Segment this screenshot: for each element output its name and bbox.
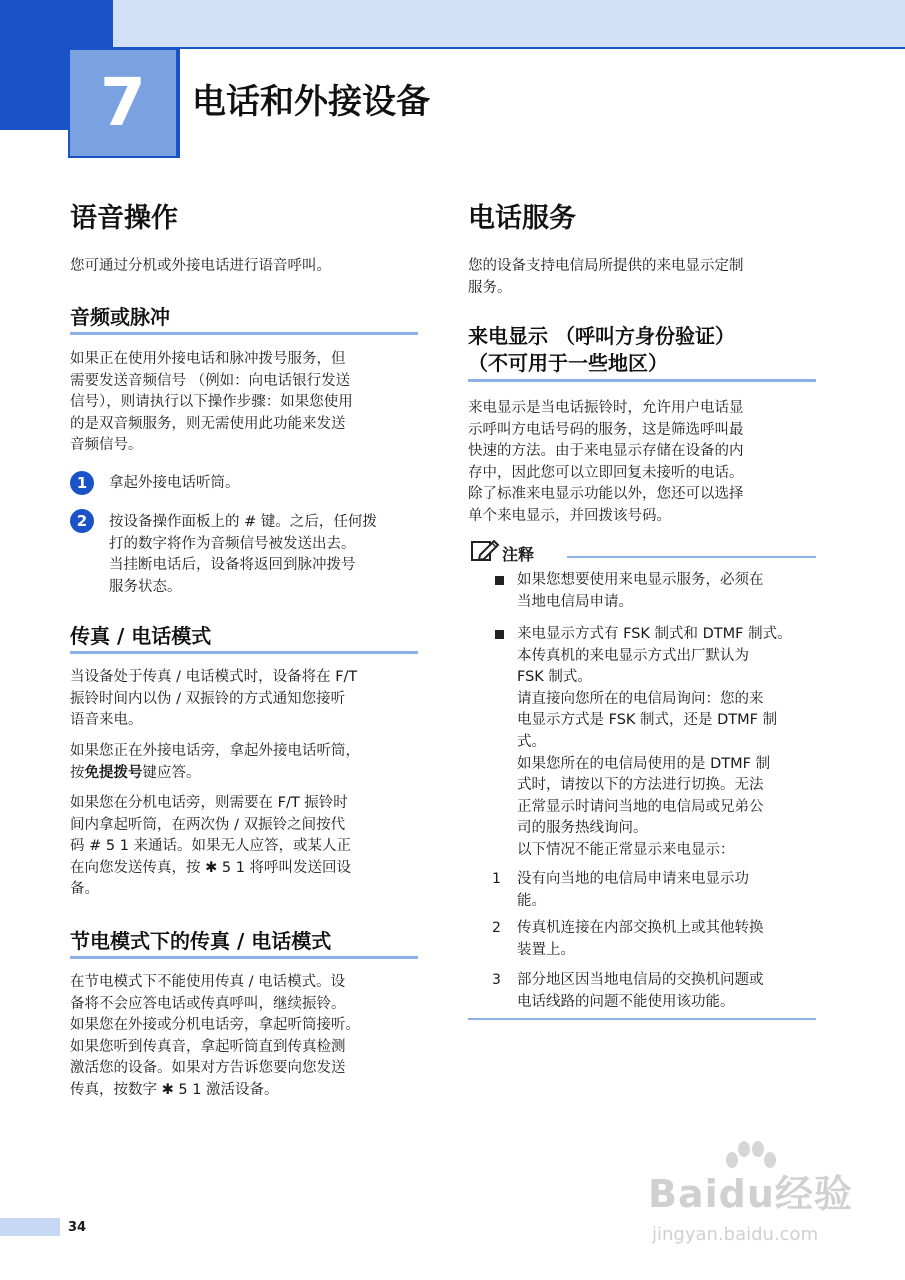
note-title: 注释 [502, 545, 535, 564]
heading-rule [70, 332, 418, 335]
heading-caller-id: 来电显示 （呼叫方身份验证） （不可用于一些地区） [468, 324, 735, 375]
heading-voice-operation: 语音操作 [70, 203, 178, 234]
caller-id-body: 来电显示是当电话振铃时，允许用户电话显 示呼叫方电话号码的服务，这是筛选呼叫最 快速的方法。由于来电显示存储在设备的内 存中，因此您可以立即回复未接听的电话。 除了标准来电显示功能以外，您还可以选择 单个来电显示，并回拨该号码。 [468, 400, 744, 524]
watermark-logo: Baidu经验 [648, 1172, 853, 1216]
note-item-2: 传真机连接在内部交换机上或其他转换 装置上。 [517, 920, 764, 958]
note-item-1: 没有向当地的电信局申请来电显示功 能。 [517, 871, 749, 909]
header-band [113, 0, 905, 47]
bullet-marker [495, 630, 504, 639]
note-num-3: 3 [492, 972, 501, 988]
note-bottom-rule [468, 1018, 816, 1020]
fax-tel-para-3: 如果您在分机电话旁，则需要在 F/T 振铃时 间内拿起听筒，在两次伪 / 双振铃之间按代 码 # 5 1 来通话。如果无人应答，或某人正 在向您发送传真，按 ✱ 5 1 将呼叫发送回设 备。 [70, 795, 352, 898]
chapter-title: 电话和外接设备 [192, 82, 430, 122]
watermark-url: jingyan.baidu.com [652, 1224, 819, 1245]
fax-tel-para-1: 当设备处于传真 / 电话模式时，设备将在 F/T 振铃时间内以伪 / 双振铃的方式通知您接听 语音来电。 [70, 669, 358, 729]
note-top-rule [567, 556, 816, 558]
bullet-marker [495, 576, 504, 585]
heading-fax-tel-mode: 传真 / 电话模式 [70, 624, 212, 648]
voice-operation-intro: 您可通过分机或外接电话进行语音呼叫。 [70, 258, 331, 274]
note-bullet-1: 如果您想要使用来电显示服务，必须在 当地电信局申请。 [517, 572, 764, 610]
step-2-marker: 2 [70, 509, 94, 533]
power-save-body: 在节电模式下不能使用传真 / 电话模式。设 备将不会应答电话或传真呼叫，继续振铃。 如果您在外接或分机电话旁，拿起听筒接听。 如果您听到传真音，拿起听筒直到传真检测 激活您的设备。如果对方告诉您要向您发送 传真，按数字 ✱ 5 1 激活设备。 [70, 974, 360, 1098]
header-line [113, 47, 905, 49]
step-2-text: 按设备操作面板上的 # 键。之后，任何拨 打的数字将作为音频信号被发送出去。 当挂断电话后，设备将返回到脉冲拨号 服务状态。 [109, 514, 377, 595]
chapter-number: 7 [100, 64, 146, 141]
step-1-text: 拿起外接电话听筒。 [109, 475, 240, 491]
header-divider [178, 49, 180, 158]
note-bullet-2: 来电显示方式有 FSK 制式和 DTMF 制式。 本传真机的来电显示方式出厂默认为 FSK 制式。 请直接向您所在的电信局询问：您的来 电显示方式是 FSK 制式，还是 DTMF 制 式。 如果您所在的电信局使用的是 DTMF 制 式时，请按以下的方法进行切换。无法 正常显示时请问当地的电信局或兄弟公 司的服务热线询问。 以下情况不能正常显示来电显示： [517, 626, 792, 858]
note-num-1: 1 [492, 871, 501, 887]
hands-free-key: 免提拨号 [84, 764, 143, 781]
heading-phone-services: 电话服务 [468, 203, 576, 234]
phone-services-intro: 您的设备支持电信局所提供的来电显示定制 服务。 [468, 258, 744, 296]
note-num-2: 2 [492, 920, 501, 936]
heading-power-save: 节电模式下的传真 / 电话模式 [70, 929, 332, 953]
fax-tel-para-2: 如果您正在外接电话旁，拿起外接电话听筒， 按免提拨号键应答。 [70, 743, 360, 781]
note-item-3: 部分地区因当地电信局的交换机问题或 电话线路的问题不能使用该功能。 [517, 972, 764, 1010]
tone-pulse-body: 如果正在使用外接电话和脉冲拨号服务，但 需要发送音频信号 （例如：向电话银行发送 信号），则请执行以下操作步骤：如果您使用 的是双音频服务，则无需使用此功能来发送 音频信号。 [70, 351, 353, 454]
heading-rule [70, 651, 418, 654]
step-1-marker: 1 [70, 471, 94, 495]
heading-rule [70, 956, 418, 959]
heading-tone-pulse: 音频或脉冲 [70, 305, 170, 329]
footer-band [0, 1218, 60, 1236]
page-number: 34 [68, 1220, 87, 1235]
heading-rule [468, 379, 816, 382]
note-pencil-icon [470, 538, 500, 564]
